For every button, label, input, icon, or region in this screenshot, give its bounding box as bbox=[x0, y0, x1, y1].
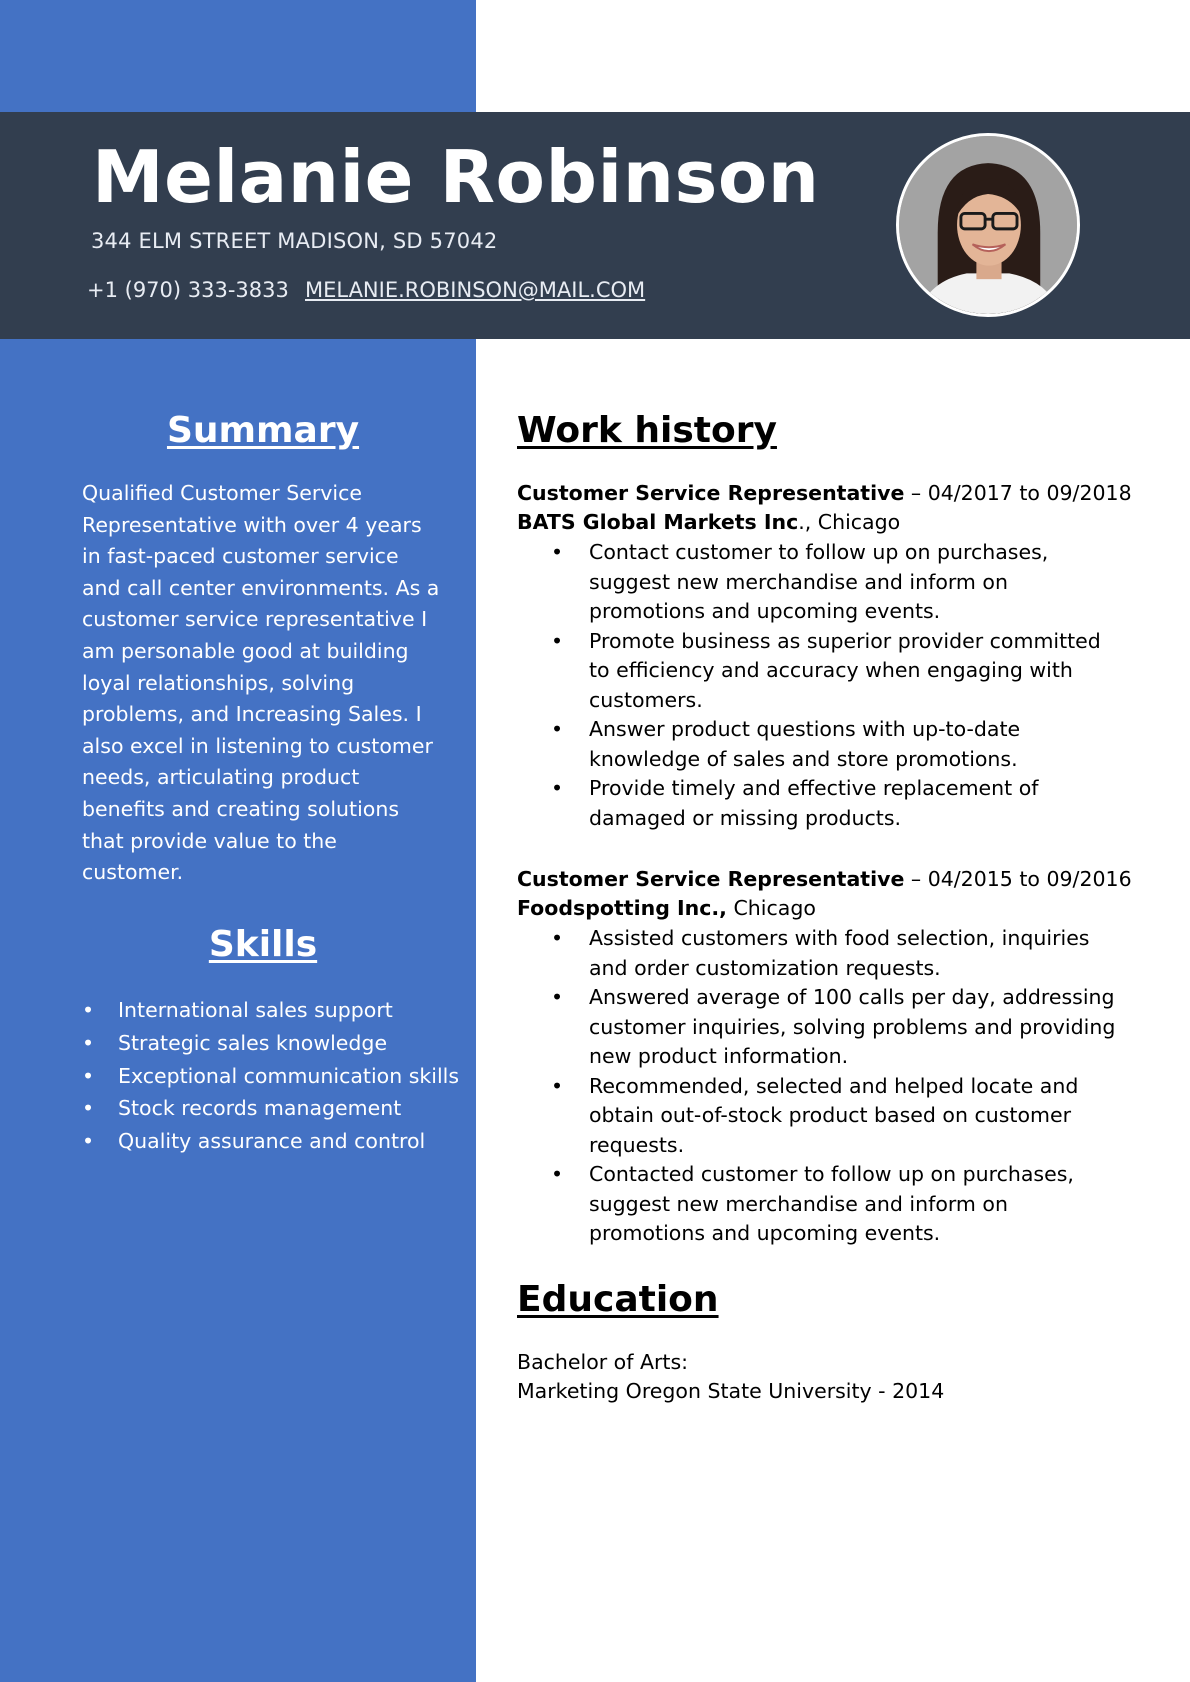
job-role: Customer Service Representative bbox=[517, 481, 905, 505]
skill-item: • Stock records management bbox=[82, 1092, 459, 1125]
job-bullets bbox=[517, 538, 1122, 833]
job-bullets bbox=[517, 924, 1122, 1249]
profile-photo-illustration bbox=[899, 136, 1077, 314]
email-link[interactable]: MELANIE.ROBINSON@MAIL.COM bbox=[305, 278, 646, 302]
job-title-line bbox=[517, 865, 1132, 894]
skills-heading: Skills bbox=[208, 924, 318, 965]
job-company-line bbox=[517, 894, 1122, 923]
job-bullet: • Assisted customers with food selection, inquiries and order customization requests. bbox=[517, 924, 1122, 983]
job-bullet: • Answer product questions with up-to-date knowledge of sales and store promotions. bbox=[517, 715, 1122, 774]
job-bullet: • Contact customer to follow up on purchases, suggest new merchandise and inform on promotions and upcoming events. bbox=[517, 538, 1122, 627]
education-school: Marketing Oregon State University - 2014 bbox=[517, 1379, 945, 1403]
job-location: ., Chicago bbox=[798, 510, 901, 534]
education-entry bbox=[517, 1348, 944, 1406]
job-entry-1 bbox=[517, 479, 1132, 833]
job-bullet: • Provide timely and effective replacement of damaged or missing products. bbox=[517, 774, 1122, 833]
job-bullet: • Recommended, selected and helped locate and obtain out-of-stock product based on customer requests. bbox=[517, 1072, 1122, 1161]
education-heading: Education bbox=[517, 1279, 719, 1320]
job-bullet: • Promote business as superior provider committed to efficiency and accuracy when engaging with customers. bbox=[517, 627, 1122, 716]
job-role: Customer Service Representative bbox=[517, 867, 905, 891]
skill-item: • Strategic sales knowledge bbox=[82, 1027, 459, 1060]
job-dates: – 04/2015 to 09/2016 bbox=[904, 867, 1132, 891]
job-company-line bbox=[517, 508, 1122, 537]
job-location: Chicago bbox=[726, 896, 816, 920]
job-bullet: • Contacted customer to follow up on purchases, suggest new merchandise and inform on promotions and upcoming events. bbox=[517, 1160, 1122, 1249]
skill-item: • Exceptional communication skills bbox=[82, 1060, 459, 1093]
job-company: Foodspotting Inc., bbox=[517, 896, 727, 920]
phone-number: +1 (970) 333-3833 bbox=[87, 278, 289, 302]
candidate-name: Melanie Robinson bbox=[92, 135, 820, 219]
skills-list bbox=[82, 994, 459, 1158]
summary-heading: Summary bbox=[166, 410, 360, 451]
job-title-line bbox=[517, 479, 1132, 508]
address: 344 ELM STREET MADISON, SD 57042 bbox=[91, 229, 498, 253]
education-degree: Bachelor of Arts: bbox=[517, 1350, 689, 1374]
job-bullet: • Answered average of 100 calls per day, addressing customer inquiries, solving problems and providing new product information. bbox=[517, 983, 1122, 1072]
profile-photo bbox=[896, 133, 1080, 317]
job-company: BATS Global Markets Inc bbox=[517, 510, 799, 534]
job-dates: – 04/2017 to 09/2018 bbox=[904, 481, 1132, 505]
skill-item: • International sales support bbox=[82, 994, 459, 1027]
job-entry-2 bbox=[517, 865, 1132, 1249]
skill-item: • Quality assurance and control bbox=[82, 1125, 459, 1158]
work-history-heading: Work history bbox=[517, 410, 777, 451]
summary-text: Qualified Customer Service Representative with over 4 years in fast-paced customer service and call center environments. As a customer service representative I am personable good at building loyal relationships, solving problems, and Increasing Sales. I also excel in listening to customer needs, articulating product benefits and creating solutions that provide value to the customer. bbox=[82, 481, 440, 885]
